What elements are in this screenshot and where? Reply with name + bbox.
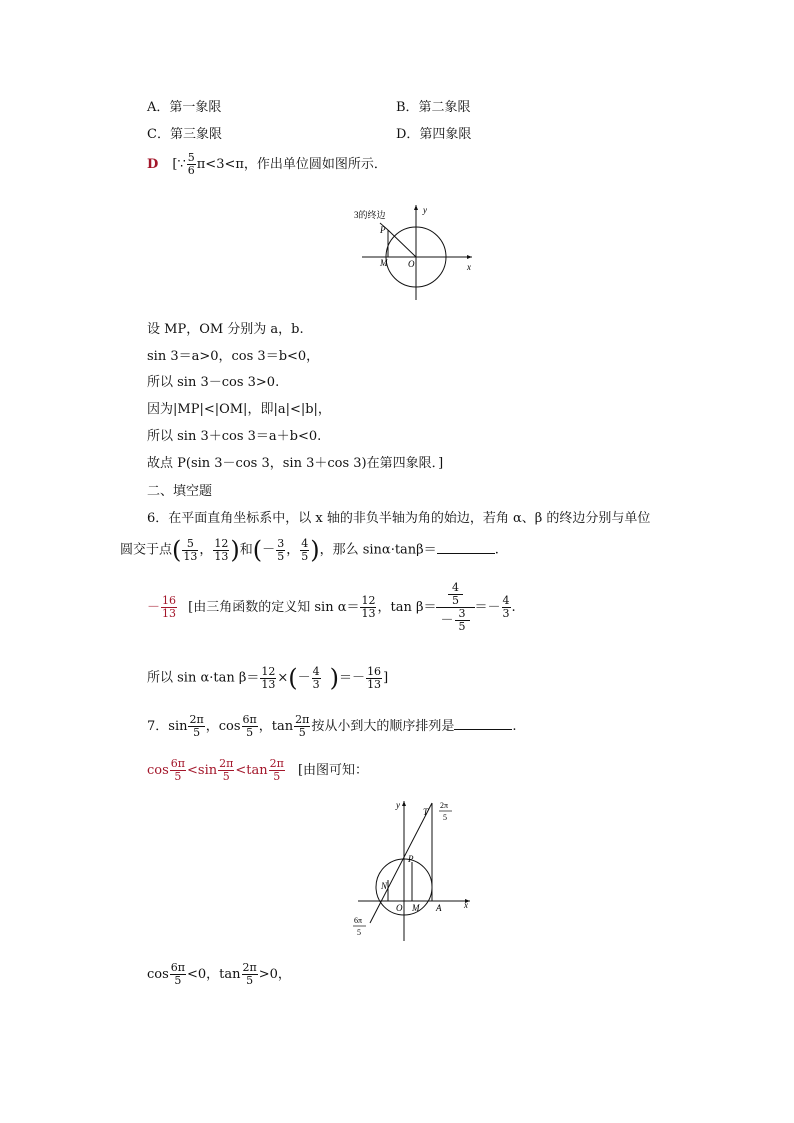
q7-line-1: 7．sin $\frac{2\pi}{5}$ ，cos $\frac{6\pi}{5}$ ，tan $\frac{2\pi}{5}$ 按从小到大的顺序排列是 . <box>147 713 517 739</box>
q5-answer-line: D [∵ $\frac{5}{6}$ π<3<π，作出单位圆如图所示． <box>147 151 387 177</box>
label-p: P <box>380 225 386 235</box>
q5-line-6: 故点 P(sin 3－cos 3，sin 3＋cos 3)在第四象限．] <box>147 456 444 471</box>
y-axis-arrow <box>414 205 418 210</box>
label-n: N <box>381 881 388 891</box>
q6-answer-line: － $\frac{16}{13}$ [由三角函数的定义知 sin α＝ $\frac{12}{13}$ ，tan β＝ $\frac{4}{5}$ － $\frac{3}{5}$ ＝－ $\frac{4}{3}$ . <box>147 581 516 633</box>
tan-beta-complex-fraction: $\frac{4}{5}$ － $\frac{3}{5}$ <box>436 582 474 633</box>
q5-line-1: 设 MP，OM 分别为 a，b. <box>147 322 304 337</box>
label-y: y <box>423 205 427 215</box>
label-m: M <box>380 258 388 268</box>
q6-line-2: 圆交于点( $\frac{5}{13}$ ， $\frac{12}{13}$ )和(－ $\frac{3}{5}$ ， $\frac{4}{5}$ )，那么 sinα·tanβ＝ . <box>120 536 499 564</box>
q6-line-3: 所以 sin α·tan β＝ $\frac{12}{13}$ ×(－ $\frac{4}{3}$ )＝－ $\frac{16}{13}$ ] <box>147 664 389 692</box>
answer-blank <box>454 718 512 730</box>
answer-blank <box>437 542 495 554</box>
label-o: O <box>396 903 403 913</box>
q5-line-4: 因为|MP|<|OM|，即|a|<|b|， <box>147 402 331 417</box>
option-c: C．第三象限 <box>147 127 222 142</box>
x-axis-arrow <box>467 255 472 259</box>
q5-line-2: sin 3＝a>0，cos 3＝b<0， <box>147 349 320 364</box>
label-angle-bot-num: 6π <box>354 916 363 925</box>
label-angle-top-num: 2π <box>440 801 449 810</box>
label-o: O <box>408 259 415 269</box>
label-y: y <box>396 800 400 810</box>
section-heading: 二、填空题 <box>147 484 213 499</box>
label-angle-bot-den: 5 <box>357 928 361 937</box>
q7-answer-line: cos $\frac{6\pi}{5}$ <sin $\frac{2\pi}{5}$ <tan $\frac{2\pi}{5}$ [由图可知： <box>147 757 369 783</box>
q6-line-1: 6．在平面直角坐标系中，以 x 轴的非负半轴为角的始边，若角 α、β 的终边分别与单位 <box>147 511 651 526</box>
label-x: x <box>467 262 471 272</box>
q5-line-3: 所以 sin 3－cos 3>0. <box>147 375 280 390</box>
label-x: x <box>464 900 468 910</box>
answer-letter: D <box>147 157 159 172</box>
unit-circle-figure-2 <box>348 795 478 945</box>
q7-answer: cos $\frac{6\pi}{5}$ <sin $\frac{2\pi}{5}$ <tan $\frac{2\pi}{5}$ <box>147 757 284 783</box>
label-m: M <box>412 903 420 913</box>
option-b: B．第二象限 <box>396 100 471 115</box>
q7-final-line: cos $\frac{6\pi}{5}$ <0，tan $\frac{2\pi}{5}$ >0， <box>147 961 291 987</box>
y-axis-arrow <box>402 801 406 806</box>
label-a: A <box>436 903 442 913</box>
option-a: A．第一象限 <box>147 100 222 115</box>
q6-answer: － $\frac{16}{13}$ <box>147 594 177 620</box>
terminal-side <box>388 230 416 257</box>
label-t: T <box>423 807 429 817</box>
fraction: $\frac{5}{6}$ <box>187 151 195 177</box>
label-angle-top-den: 5 <box>443 813 447 822</box>
label-p: P <box>408 854 414 864</box>
unit-circle-figure-1 <box>350 200 480 305</box>
label-terminal-side: 3的终边 <box>354 210 386 220</box>
q5-line-5: 所以 sin 3＋cos 3＝a＋b<0. <box>147 429 322 444</box>
option-d: D．第四象限 <box>396 127 472 142</box>
